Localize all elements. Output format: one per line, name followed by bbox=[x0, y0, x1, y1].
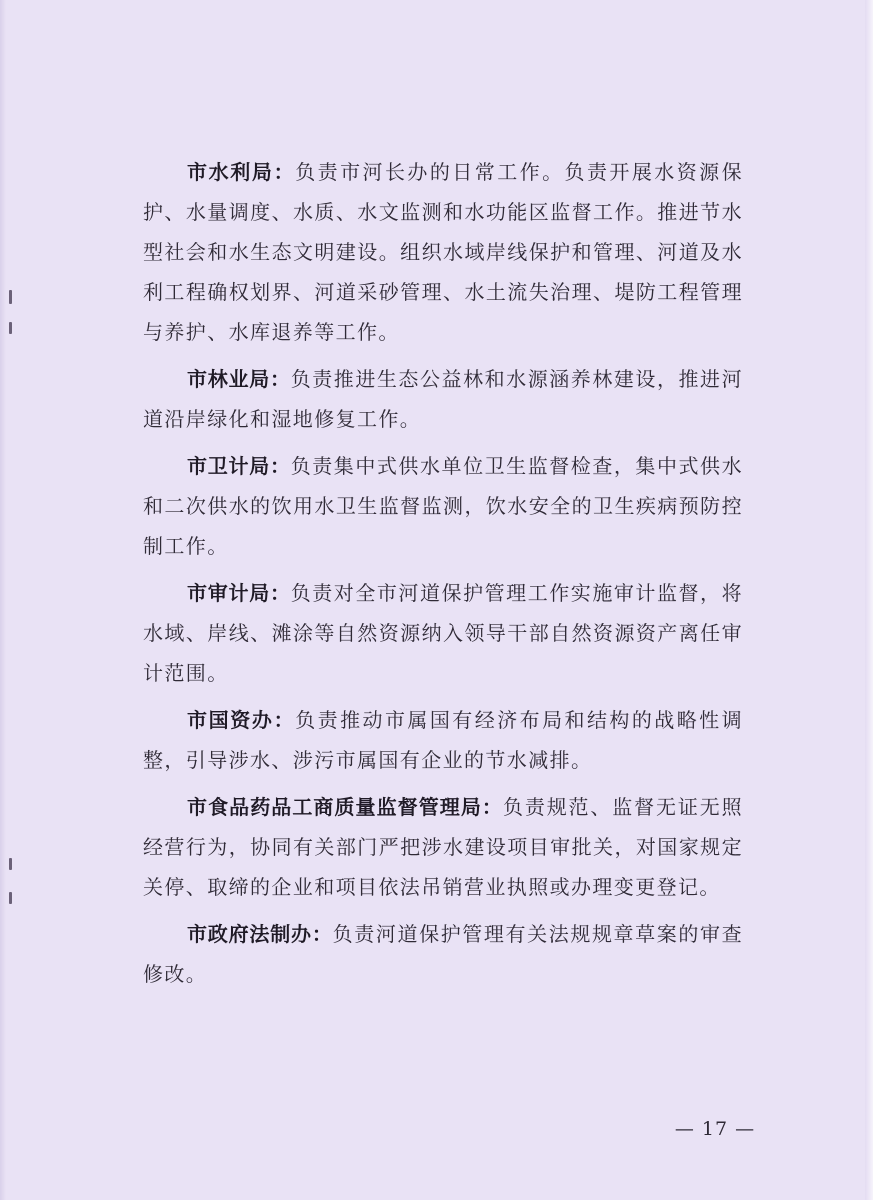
binding-mark bbox=[9, 858, 12, 870]
paragraph-forestry-bureau bbox=[143, 359, 743, 439]
paragraph-market-supervision-bureau bbox=[143, 787, 743, 907]
department-name: 市卫计局： bbox=[187, 454, 291, 478]
binding-mark bbox=[9, 892, 12, 904]
scan-edge-right bbox=[865, 0, 873, 1200]
department-name: 市审计局： bbox=[187, 581, 291, 605]
department-duty: 负责市河长办的日常工作。负责开展水资源保护、水量调度、水质、水文监测和水功能区监督工作。推进节水型社会和水生态文明建设。组织水域岸线保护和管理、河道及水利工程确权划界、河道采砂管理、水土流失治理、堤防工程管理与养护、水库退养等工作。 bbox=[143, 160, 744, 344]
department-duty: 负责推动市属国有经济布局和结构的战略性调整，引导涉水、涉污市属国有企业的节水减排。 bbox=[143, 708, 744, 772]
department-name: 市国资办： bbox=[187, 708, 296, 732]
paragraph-state-assets-office bbox=[143, 700, 743, 780]
paragraph-health-bureau bbox=[143, 446, 743, 566]
department-name: 市林业局： bbox=[187, 367, 291, 391]
scan-shadow-left bbox=[0, 0, 6, 1200]
binding-mark bbox=[9, 290, 12, 304]
page-number: — 17 — bbox=[674, 1118, 756, 1140]
binding-mark bbox=[9, 322, 12, 334]
department-duty: 负责河道保护管理有关法规规章草案的审查修改。 bbox=[143, 922, 743, 986]
paragraph-water-bureau bbox=[143, 152, 743, 352]
department-duty: 负责推进生态公益林和水源涵养林建设，推进河道沿岸绿化和湿地修复工作。 bbox=[143, 367, 743, 431]
department-name: 市水利局： bbox=[187, 160, 296, 184]
department-name: 市政府法制办： bbox=[187, 922, 333, 946]
department-name: 市食品药品工商质量监督管理局： bbox=[187, 795, 503, 819]
department-duty: 负责集中式供水单位卫生监督检查，集中式供水和二次供水的饮用水卫生监督监测，饮水安全的卫生疾病预防控制工作。 bbox=[143, 454, 743, 558]
paragraph-audit-bureau bbox=[143, 573, 743, 693]
department-duty: 负责对全市河道保护管理工作实施审计监督，将水域、岸线、滩涂等自然资源纳入领导干部自然资源资产离任审计范围。 bbox=[143, 581, 743, 685]
paragraph-legal-office bbox=[143, 914, 743, 994]
document-body bbox=[143, 152, 743, 1001]
department-duty: 负责规范、监督无证无照经营行为，协同有关部门严把涉水建设项目审批关，对国家规定关停、取缔的企业和项目依法吊销营业执照或办理变更登记。 bbox=[143, 795, 744, 899]
